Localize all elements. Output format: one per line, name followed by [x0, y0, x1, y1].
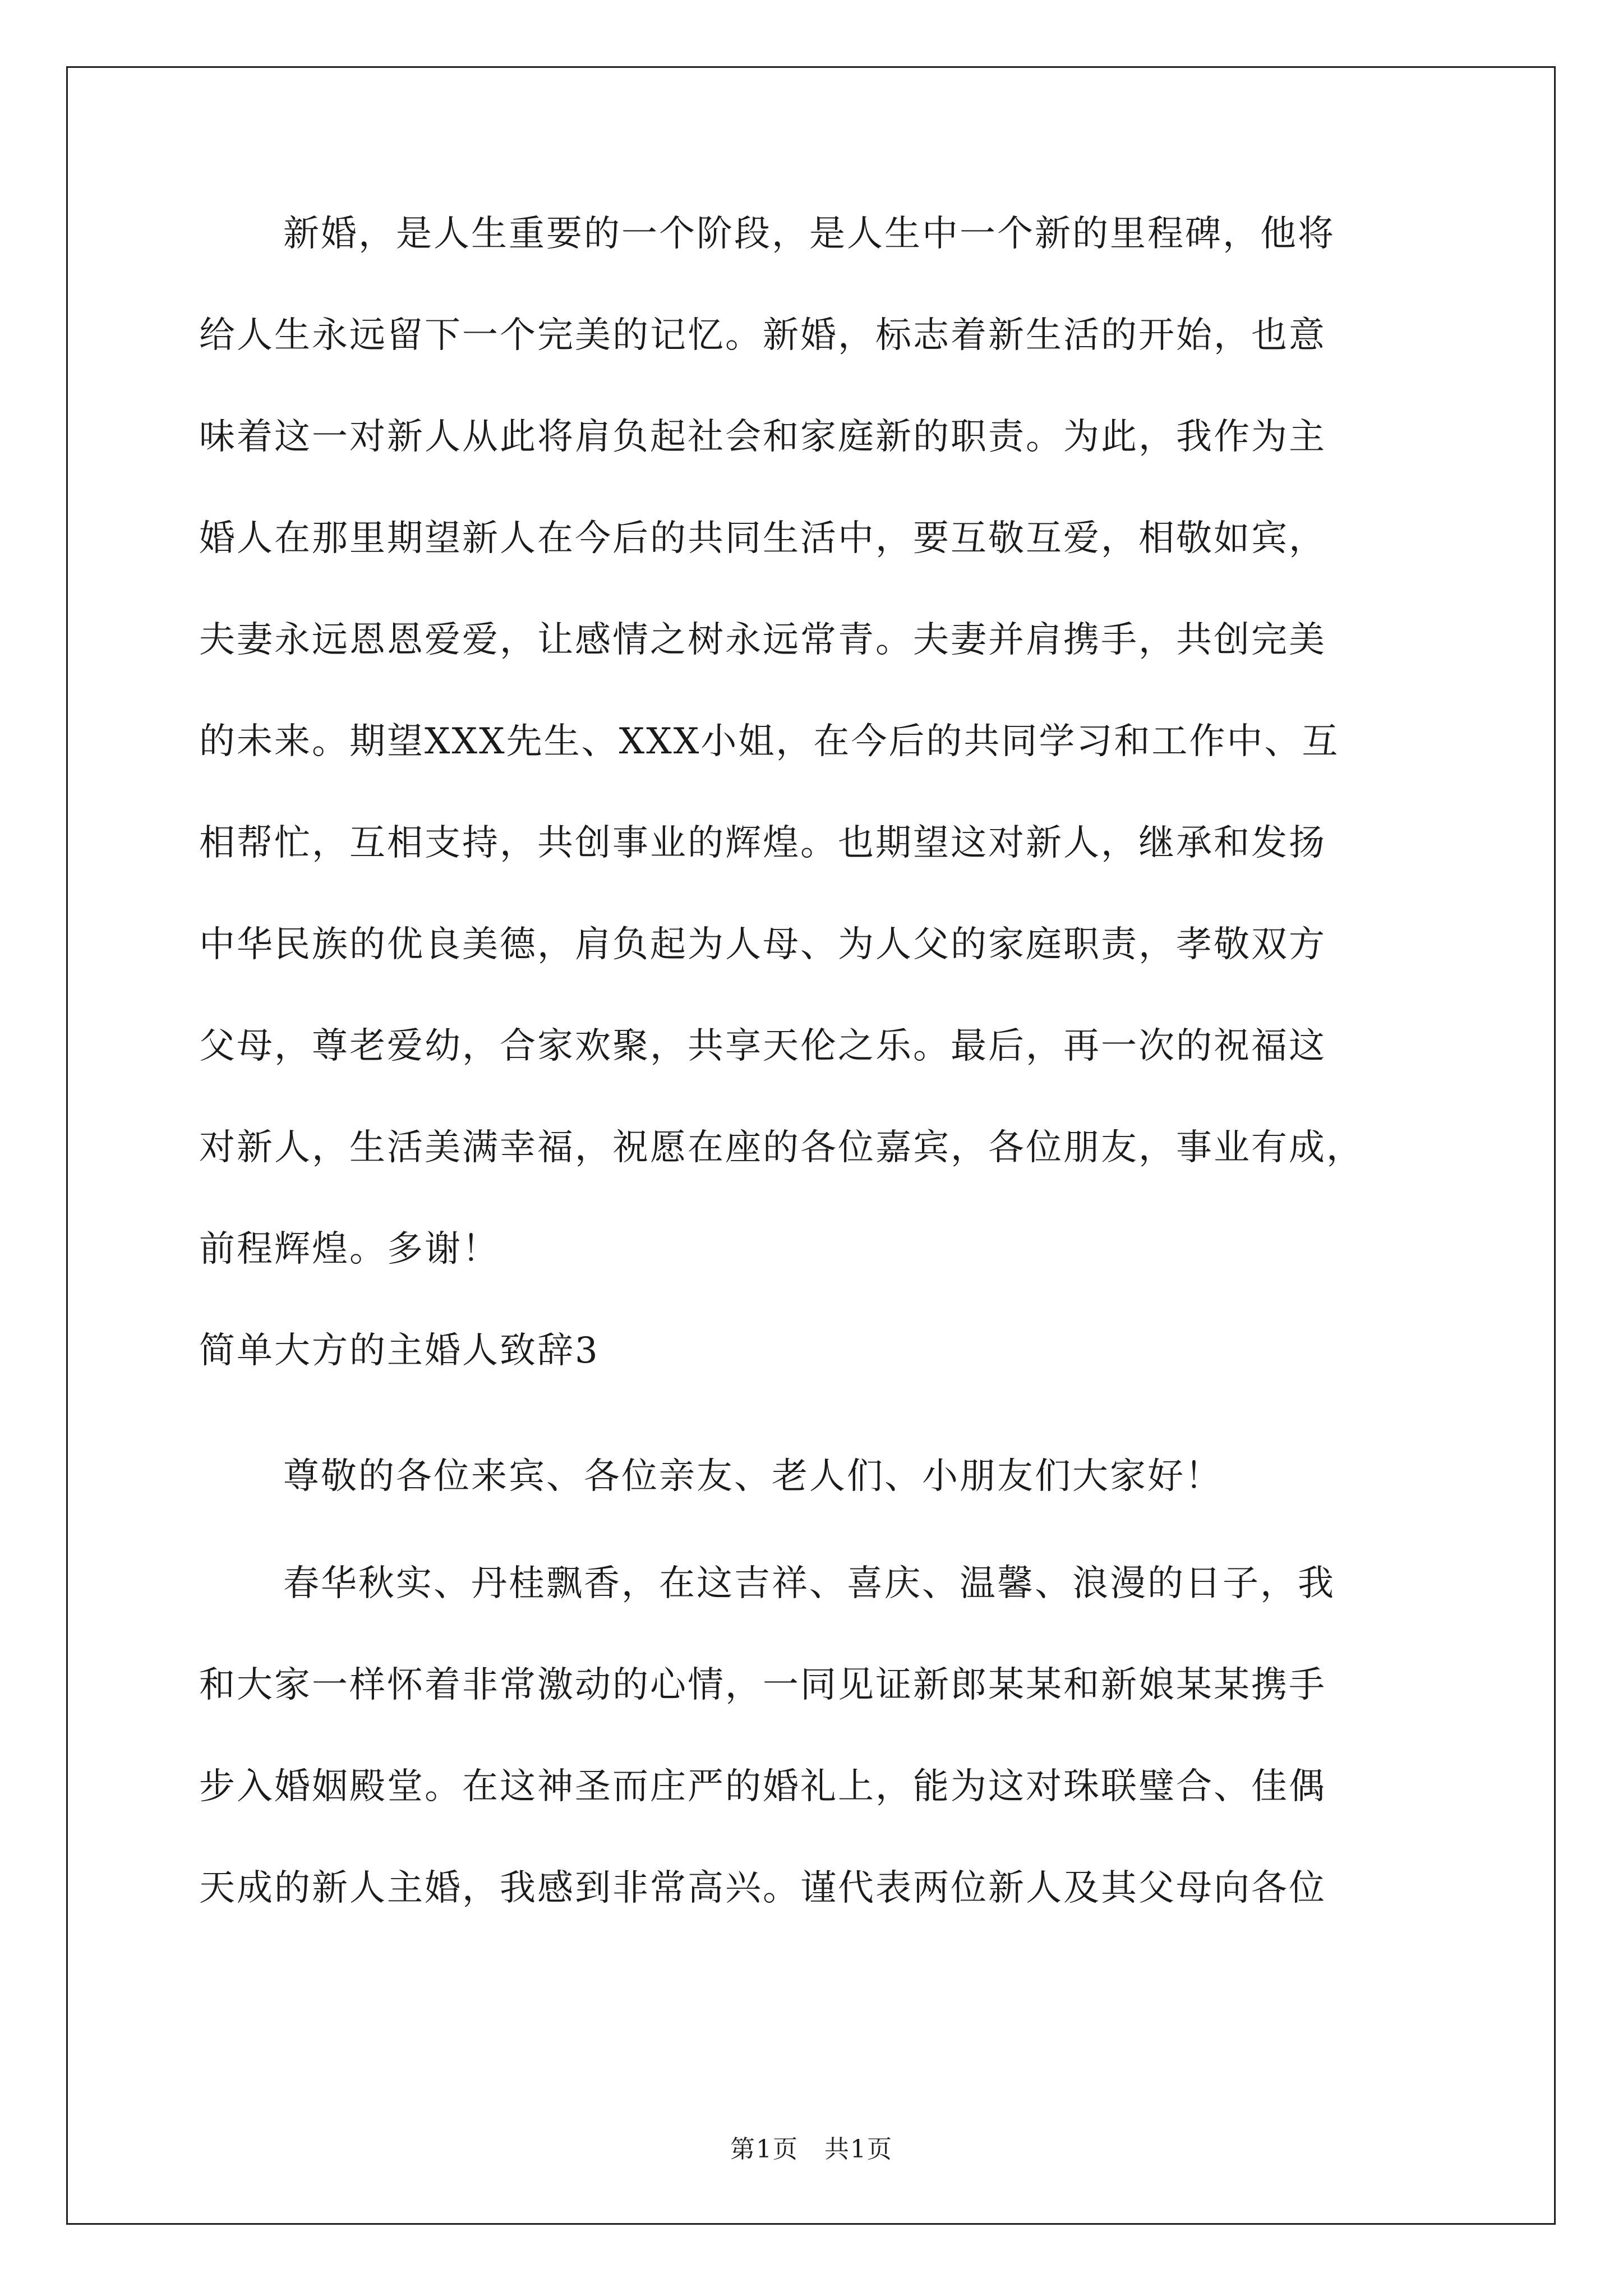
paragraph-1-line: 父母，尊老爱幼，合家欢聚，共享天伦之乐。最后，再一次的祝福这	[199, 1025, 1326, 1067]
paragraph-2-line: 步入婚姻殿堂。在这神圣而庄严的婚礼上，能为这对珠联璧合、佳偶	[199, 1766, 1326, 1807]
paragraph-1-line: 给人生永远留下一个完美的记忆。新婚，标志着新生活的开始，也意	[199, 315, 1326, 356]
paragraph-1-line: 对新人，生活美满幸福，祝愿在座的各位嘉宾，各位朋友，事业有成，	[199, 1127, 1364, 1168]
section-heading: 简单大方的主婚人致辞3	[199, 1330, 600, 1372]
paragraph-1-line: 新婚，是人生重要的一个阶段，是人生中一个新的里程碑，他将	[283, 213, 1335, 255]
paragraph-1-line: 的未来。期望XXX先生、XXX小姐，在今后的共同学习和工作中、互	[199, 721, 1340, 762]
paragraph-1-line: 中华民族的优良美德，肩负起为人母、为人父的家庭职责，孝敬双方	[199, 924, 1326, 965]
paragraph-1-line: 前程辉煌。多谢！	[199, 1228, 500, 1270]
paragraph-1-line: 相帮忙，互相支持，共创事业的辉煌。也期望这对新人，继承和发扬	[199, 822, 1326, 864]
paragraph-2-line: 春华秋实、丹桂飘香，在这吉祥、喜庆、温馨、浪漫的日子，我	[283, 1563, 1335, 1604]
paragraph-2-line: 天成的新人主婚，我感到非常高兴。谨代表两位新人及其父母向各位	[199, 1867, 1326, 1909]
document-body	[199, 213, 1433, 1972]
paragraph-2	[199, 1563, 1433, 1909]
paragraph-1	[199, 213, 1433, 1270]
paragraph-1-line: 婚人在那里期望新人在今后的共同生活中，要互敬互爱，相敬如宾，	[199, 518, 1326, 559]
greeting-line: 尊敬的各位来宾、各位亲友、老人们、小朋友们大家好！	[283, 1456, 1223, 1497]
paragraph-2-line: 和大家一样怀着非常激动的心情，一同见证新郎某某和新娘某某携手	[199, 1664, 1326, 1706]
page-footer: 第1页 共1页	[730, 2135, 893, 2164]
paragraph-1-line: 味着这一对新人从此将肩负起社会和家庭新的职责。为此，我作为主	[199, 416, 1326, 458]
paragraph-1-line: 夫妻永远恩恩爱爱，让感情之树永远常青。夫妻并肩携手，共创完美	[199, 619, 1326, 661]
